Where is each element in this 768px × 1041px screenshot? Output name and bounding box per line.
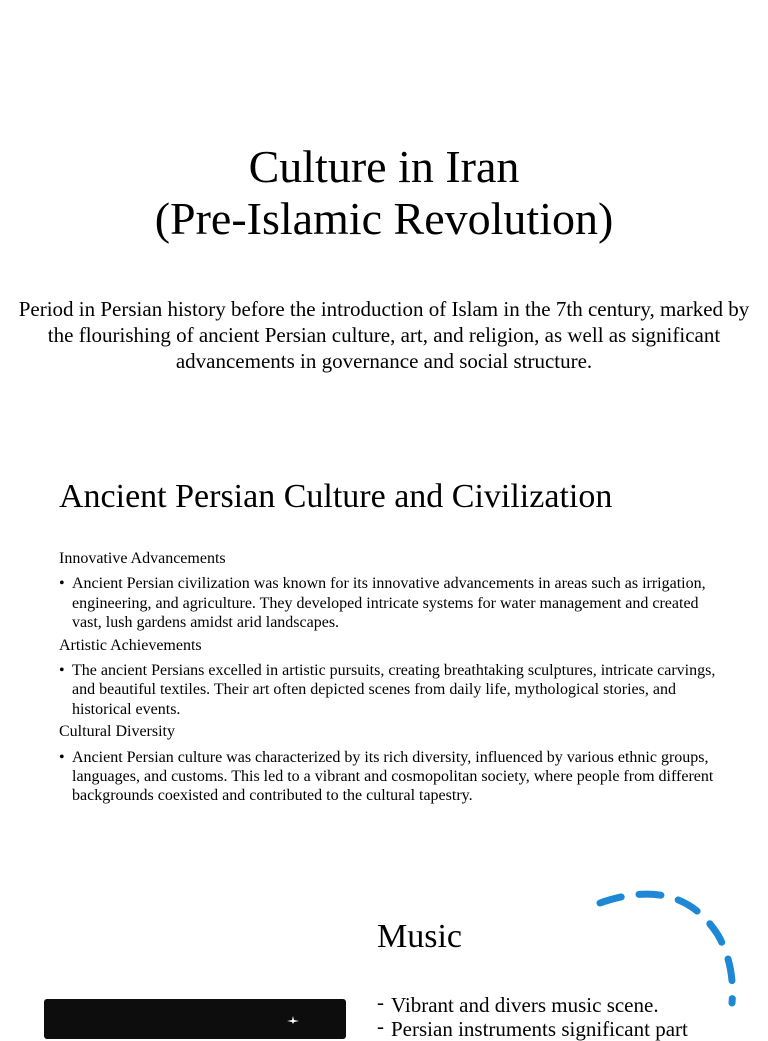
topic-text: Ancient Persian civilization was known for its innovative advancements in areas such as irrigation, engineering, and agriculture. They developed intricate systems for water management and created vast, lush gardens amidst arid landscapes.	[72, 575, 706, 632]
topics-block	[59, 549, 719, 809]
list-item	[59, 661, 719, 719]
topic-text: The ancient Persians excelled in artistic pursuits, creating breathtaking sculptures, intricate carvings, and beautiful textiles. Their art often depicted scenes from daily life, mythological stories, and historical events.	[72, 662, 716, 718]
topic-heading: Cultural Diversity	[59, 723, 175, 741]
music-list	[377, 990, 737, 1041]
intro-paragraph: Period in Persian history before the introduction of Islam in the 7th century, marked by the flourishing of ancient Persian culture, art, and religion, as well as significant advancements in governance and social structure.	[18, 297, 750, 373]
music-item-text: Persian instruments significant part	[391, 1017, 688, 1041]
bullet-icon: •	[59, 575, 65, 593]
topic-list	[59, 661, 719, 719]
dark-image-panel	[44, 999, 346, 1039]
dash-bullet-icon: -	[377, 990, 384, 1014]
list-item	[59, 574, 719, 632]
page-title	[0, 141, 768, 245]
page-title-line-2: (Pre-Islamic Revolution)	[154, 193, 614, 244]
dash-bullet-icon: -	[377, 1014, 384, 1038]
bullet-icon: •	[59, 748, 65, 766]
sparkle-icon	[287, 1016, 299, 1024]
page-title-line-1: Culture in Iran	[248, 141, 520, 192]
list-item	[377, 1014, 737, 1041]
topic-text: Ancient Persian culture was characterized by its rich diversity, influenced by various ethnic groups, languages, and customs. This led to a vibrant and cosmopolitan society, where people from different backgrounds coexisted and contributed to the cultural tapestry.	[72, 748, 714, 805]
list-item	[59, 748, 719, 806]
topic-list	[59, 748, 719, 806]
bullet-icon: •	[59, 662, 65, 680]
topic-list	[59, 574, 719, 632]
section-heading: Ancient Persian Culture and Civilization	[59, 478, 613, 515]
music-heading: Music	[377, 918, 462, 955]
topic-heading: Artistic Achievements	[59, 636, 202, 654]
topic-heading: Innovative Advancements	[59, 550, 226, 567]
list-item	[377, 990, 737, 1017]
music-item-text: Vibrant and divers music scene.	[391, 993, 659, 1017]
